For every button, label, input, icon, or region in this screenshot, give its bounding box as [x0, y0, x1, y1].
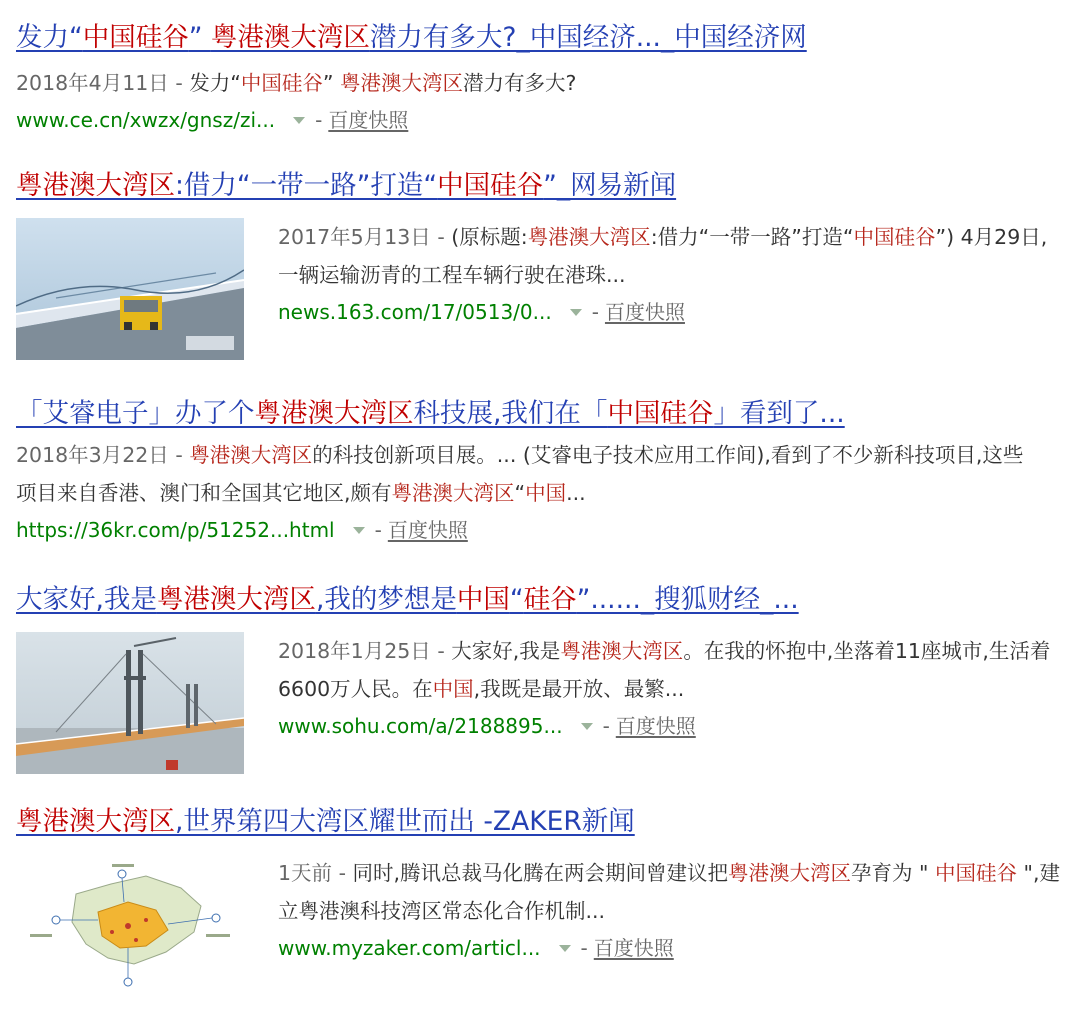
search-result	[16, 20, 1066, 138]
result-url[interactable]: news.163.com/17/0513/0...	[278, 300, 552, 324]
result-snippet: 2018年1月25日 - 大家好,我是粤港澳大湾区。在我的怀抱中,坐落着11座城市,生活着6600万人民。在中国,我既是最开放、最繁...	[278, 639, 1051, 701]
result-url-line: news.163.com/17/0513/0... - 百度快照	[278, 294, 1066, 330]
result-body	[278, 854, 1066, 966]
result-url[interactable]: www.sohu.com/a/2188895...	[278, 714, 563, 738]
result-title-link[interactable]: 发力“中国硅谷” 粤港澳大湾区潜力有多大?_中国经济..._中国经济网	[16, 22, 807, 53]
search-result	[16, 804, 1066, 996]
search-result	[16, 168, 1066, 360]
result-body	[278, 632, 1066, 744]
result-date: 1天前	[278, 861, 333, 885]
result-thumbnail[interactable]	[16, 632, 244, 774]
result-body	[16, 436, 1026, 548]
chevron-down-icon[interactable]	[581, 723, 593, 730]
cached-snapshot-link[interactable]: 百度快照	[387, 518, 468, 542]
result-body	[16, 64, 1066, 138]
result-date: 2017年5月13日	[278, 225, 431, 249]
chevron-down-icon[interactable]	[293, 117, 305, 124]
result-snippet: 1天前 - 同时,腾讯总裁马化腾在两会期间曾建议把粤港澳大湾区孕育为 " 中国硅谷 ",建立粤港澳科技湾区常态化合作机制...	[278, 861, 1060, 923]
result-date: 2018年1月25日	[278, 639, 431, 663]
result-url[interactable]: www.ce.cn/xwzx/gnsz/zi...	[16, 108, 276, 132]
result-snippet: 2018年3月22日 - 粤港澳大湾区的科技创新项目展。... (艾睿电子技术应用工作间),看到了不少新科技项目,这些项目来自香港、澳门和全国其它地区,颇有粤港澳大湾区“中国...	[16, 443, 1024, 505]
search-result	[16, 396, 1066, 548]
cached-snapshot-link[interactable]: 百度快照	[328, 108, 409, 132]
result-title-link[interactable]: 粤港澳大湾区:借力“一带一路”打造“中国硅谷”_网易新闻	[16, 170, 677, 201]
cached-snapshot-link[interactable]: 百度快照	[593, 936, 674, 960]
result-date: 2018年4月11日	[16, 71, 169, 95]
result-url-line: www.sohu.com/a/2188895... - 百度快照	[278, 708, 1066, 744]
cached-snapshot-link[interactable]: 百度快照	[615, 714, 696, 738]
chevron-down-icon[interactable]	[559, 945, 571, 952]
result-title-link[interactable]: 粤港澳大湾区,世界第四大湾区耀世而出 -ZAKER新闻	[16, 806, 635, 837]
bridge-tower-photo	[16, 632, 244, 774]
result-thumbnail[interactable]	[16, 854, 244, 996]
result-body	[278, 218, 1066, 330]
result-url-line: www.ce.cn/xwzx/gnsz/zi... - 百度快照	[16, 102, 1066, 138]
result-date: 2018年3月22日	[16, 443, 169, 467]
bridge-truck-photo	[16, 218, 244, 360]
result-snippet: 2017年5月13日 - (原标题:粤港澳大湾区:借力“一带一路”打造“中国硅谷”) 4月29日,一辆运输沥青的工程车辆行驶在港珠...	[278, 225, 1048, 287]
result-title-link[interactable]: 大家好,我是粤港澳大湾区,我的梦想是中国“硅谷”......_搜狐财经_...	[16, 584, 799, 615]
cached-snapshot-link[interactable]: 百度快照	[604, 300, 685, 324]
result-url-line: https://36kr.com/p/51252...html - 百度快照	[16, 512, 1026, 548]
result-url[interactable]: www.myzaker.com/articl...	[278, 936, 541, 960]
result-thumbnail[interactable]	[16, 218, 244, 360]
chevron-down-icon[interactable]	[570, 309, 582, 316]
result-title-link[interactable]: 「艾睿电子」办了个粤港澳大湾区科技展,我们在「中国硅谷」看到了...	[16, 398, 845, 429]
bay-area-map	[16, 854, 244, 996]
result-url-line: www.myzaker.com/articl... - 百度快照	[278, 930, 1066, 966]
search-result	[16, 582, 1066, 774]
result-snippet: 2018年4月11日 - 发力“中国硅谷” 粤港澳大湾区潜力有多大?	[16, 71, 577, 95]
chevron-down-icon[interactable]	[353, 527, 365, 534]
result-url[interactable]: https://36kr.com/p/51252...html	[16, 518, 335, 542]
